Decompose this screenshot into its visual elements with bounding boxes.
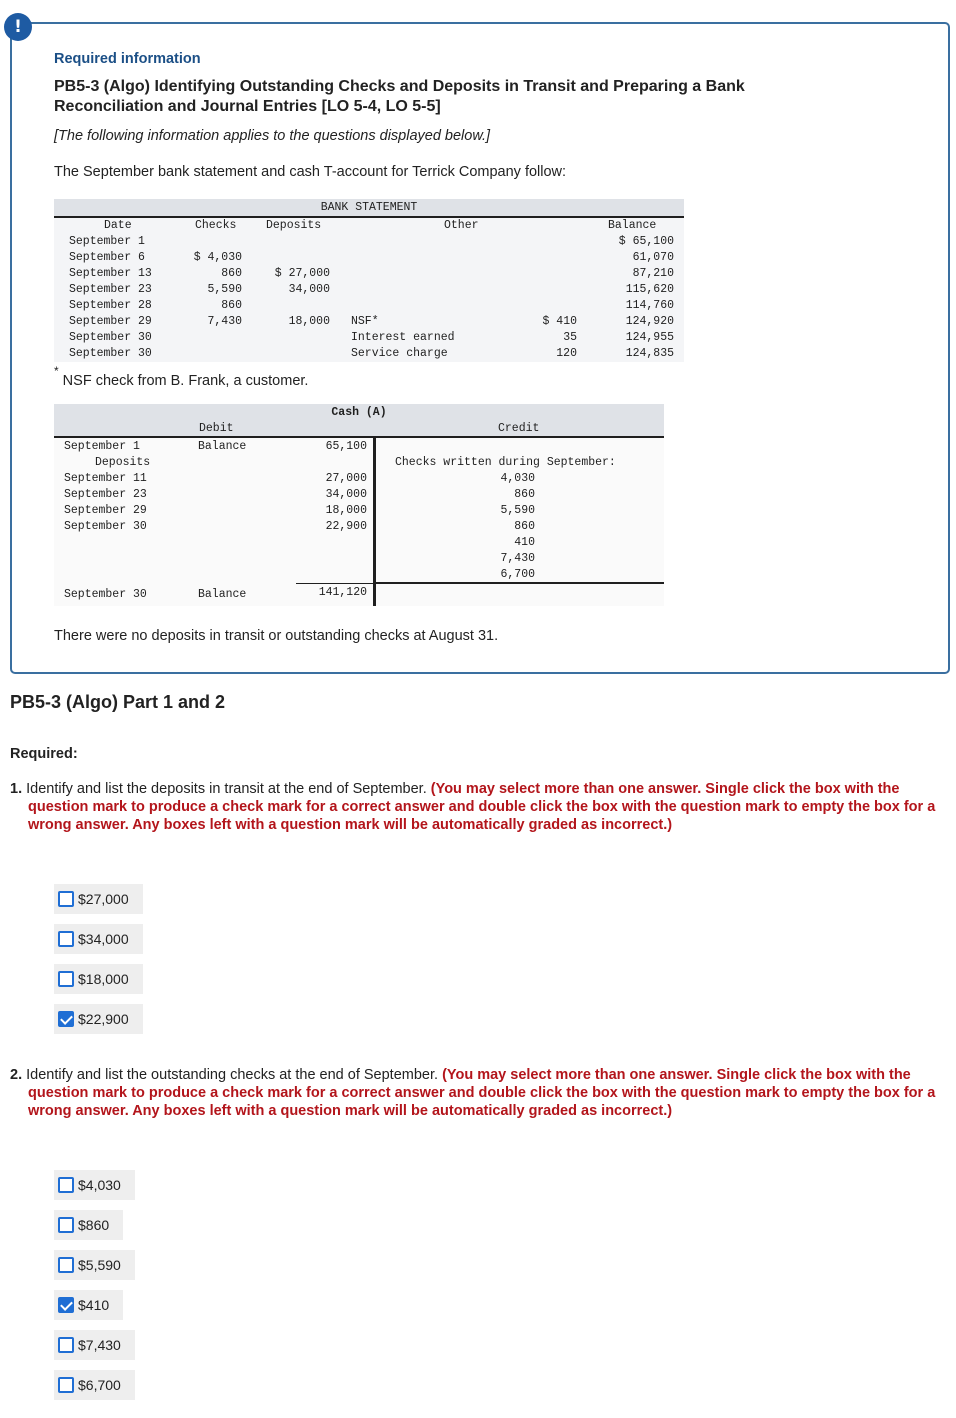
answer-option[interactable] bbox=[54, 1330, 135, 1360]
deposits-label: Deposits bbox=[95, 456, 151, 469]
statement-deposits: $ 27,000 bbox=[274, 267, 330, 280]
statement-date: September 23 bbox=[69, 283, 152, 296]
required-label: Required: bbox=[10, 746, 78, 762]
answer-option[interactable] bbox=[54, 1210, 123, 1240]
answer-option-label: $860 bbox=[78, 1217, 110, 1233]
answer-option[interactable] bbox=[54, 1370, 135, 1400]
checkbox-icon[interactable] bbox=[58, 891, 74, 907]
nsf-footnote bbox=[54, 364, 309, 389]
answer-option-label: $410 bbox=[78, 1297, 110, 1313]
answer-option[interactable] bbox=[54, 964, 143, 994]
problem-title: PB5-3 (Algo) Identifying Outstanding Checks and Deposits in Transit and Preparing a Bank Reconciliation and Journal Entries [LO 5-4, LO 5-5] bbox=[54, 78, 745, 115]
checkbox-icon[interactable] bbox=[58, 1377, 74, 1393]
check-amount: 860 bbox=[514, 520, 535, 533]
answer-option[interactable] bbox=[54, 924, 143, 954]
debit-label: Debit bbox=[199, 422, 234, 435]
column-header-balance: Balance bbox=[608, 219, 657, 232]
statement-other-amount: 35 bbox=[563, 331, 577, 344]
checked-checkbox-icon[interactable] bbox=[58, 1297, 74, 1313]
footnote-text: NSF check from B. Frank, a customer. bbox=[62, 372, 309, 389]
checkbox-icon[interactable] bbox=[58, 971, 74, 987]
question-2-text: Identify and list the outstanding checks at the end of September. bbox=[26, 1067, 439, 1083]
question-2 bbox=[10, 1066, 946, 1120]
statement-date: September 1 bbox=[69, 235, 145, 248]
answer-option-label: $18,000 bbox=[78, 971, 129, 987]
deposit-date: September 23 bbox=[64, 488, 147, 501]
check-amount: 4,030 bbox=[500, 472, 535, 485]
part-title: PB5-3 (Algo) Part 1 and 2 bbox=[10, 692, 226, 712]
statement-checks: 860 bbox=[221, 267, 242, 280]
statement-other-label: Service charge bbox=[351, 347, 448, 360]
column-header-checks: Checks bbox=[195, 219, 237, 232]
statement-checks: 860 bbox=[221, 299, 242, 312]
closing-label: Balance bbox=[198, 588, 247, 601]
question-1 bbox=[10, 780, 946, 834]
t-account-title: Cash (A) bbox=[331, 406, 387, 419]
statement-date: September 13 bbox=[69, 267, 152, 280]
checkbox-icon[interactable] bbox=[58, 931, 74, 947]
answer-option-label: $22,900 bbox=[78, 1011, 129, 1027]
statement-other-amount: $ 410 bbox=[542, 315, 577, 328]
question-1-text: Identify and list the deposits in transit at the end of September. bbox=[26, 781, 427, 797]
statement-date: September 29 bbox=[69, 315, 152, 328]
question-2-instructions: (You may select more than one answer. Single click the box with the question mark to produce a check mark for a correct answer and double click the box with the question mark to empty the box for a wrong answer. Any boxes left with a question mark will be automatically graded as incorrect.) bbox=[28, 1067, 936, 1119]
deposit-amount: 18,000 bbox=[325, 504, 367, 517]
checkbox-icon[interactable] bbox=[58, 1257, 74, 1273]
statement-other-amount: 120 bbox=[556, 347, 577, 360]
checked-checkbox-icon[interactable] bbox=[58, 1011, 74, 1027]
statement-other-label: NSF* bbox=[351, 315, 379, 328]
bank-statement-title: BANK STATEMENT bbox=[320, 201, 418, 214]
statement-deposits: 18,000 bbox=[288, 315, 330, 328]
answer-option-label: $6,700 bbox=[78, 1377, 121, 1393]
statement-date: September 30 bbox=[69, 331, 152, 344]
closing-amount: 141,120 bbox=[318, 586, 367, 599]
statement-date: September 28 bbox=[69, 299, 152, 312]
statement-balance: 124,955 bbox=[625, 331, 674, 344]
statement-balance: 115,620 bbox=[625, 283, 674, 296]
check-amount: 7,430 bbox=[500, 552, 535, 565]
statement-other-label: Interest earned bbox=[351, 331, 455, 344]
required-info-heading: Required information bbox=[54, 51, 201, 67]
answer-option-label: $34,000 bbox=[78, 931, 129, 947]
answer-option-label: $5,590 bbox=[78, 1257, 121, 1273]
credit-label: Credit bbox=[498, 422, 540, 435]
column-header-date: Date bbox=[104, 219, 132, 232]
t-account-total-rule bbox=[296, 583, 373, 584]
deposit-date: September 29 bbox=[64, 504, 147, 517]
closing-date: September 30 bbox=[64, 588, 147, 601]
applies-note: [The following information applies to the questions displayed below.] bbox=[54, 128, 491, 144]
deposit-amount: 27,000 bbox=[325, 472, 367, 485]
deposit-amount: 34,000 bbox=[325, 488, 367, 501]
intro-text: The September bank statement and cash T-account for Terrick Company follow: bbox=[54, 164, 567, 180]
t-account-divider bbox=[373, 438, 376, 606]
opening-amount: 65,100 bbox=[325, 440, 367, 453]
statement-deposits: 34,000 bbox=[288, 283, 330, 296]
question-1-number: 1. bbox=[10, 781, 23, 797]
statement-balance: $ 65,100 bbox=[618, 235, 674, 248]
statement-checks: 5,590 bbox=[207, 283, 242, 296]
check-amount: 5,590 bbox=[500, 504, 535, 517]
column-header-deposits: Deposits bbox=[266, 219, 322, 232]
statement-checks: $ 4,030 bbox=[193, 251, 242, 264]
check-amount: 860 bbox=[514, 488, 535, 501]
answer-option[interactable] bbox=[54, 1290, 123, 1320]
answer-option[interactable] bbox=[54, 884, 143, 914]
column-header-other: Other bbox=[444, 219, 479, 232]
statement-balance: 87,210 bbox=[632, 267, 674, 280]
deposit-date: September 30 bbox=[64, 520, 147, 533]
deposit-amount: 22,900 bbox=[325, 520, 367, 533]
statement-date: September 6 bbox=[69, 251, 145, 264]
answer-option-label: $27,000 bbox=[78, 891, 129, 907]
statement-balance: 61,070 bbox=[632, 251, 674, 264]
no-transit-note: There were no deposits in transit or outstanding checks at August 31. bbox=[54, 628, 499, 644]
checkbox-icon[interactable] bbox=[58, 1217, 74, 1233]
answer-option[interactable] bbox=[54, 1250, 135, 1280]
statement-checks: 7,430 bbox=[207, 315, 242, 328]
check-amount: 410 bbox=[514, 536, 535, 549]
statement-balance: 124,920 bbox=[625, 315, 674, 328]
answer-option-label: $4,030 bbox=[78, 1177, 121, 1193]
checks-written-label: Checks written during September: bbox=[395, 456, 616, 469]
question-2-number: 2. bbox=[10, 1067, 23, 1083]
deposit-date: September 11 bbox=[64, 472, 147, 485]
checkbox-icon[interactable] bbox=[58, 1177, 74, 1193]
answer-option-label: $7,430 bbox=[78, 1337, 121, 1353]
checkbox-icon[interactable] bbox=[58, 1337, 74, 1353]
footnote-mark: * bbox=[54, 364, 59, 378]
question-1-instructions: (You may select more than one answer. Single click the box with the question mark to produce a check mark for a correct answer and double click the box with the question mark to empty the box for a wrong answer. Any boxes left with a question mark will be automatically graded as incorrect.) bbox=[28, 781, 936, 833]
check-amount: 6,700 bbox=[500, 568, 535, 581]
statement-date: September 30 bbox=[69, 347, 152, 360]
opening-label: Balance bbox=[198, 440, 247, 453]
answer-option[interactable] bbox=[54, 1170, 135, 1200]
answer-option[interactable] bbox=[54, 1004, 143, 1034]
statement-balance: 124,835 bbox=[625, 347, 674, 360]
alert-icon: ! bbox=[4, 13, 32, 41]
opening-date: September 1 bbox=[64, 440, 140, 453]
statement-balance: 114,760 bbox=[625, 299, 674, 312]
